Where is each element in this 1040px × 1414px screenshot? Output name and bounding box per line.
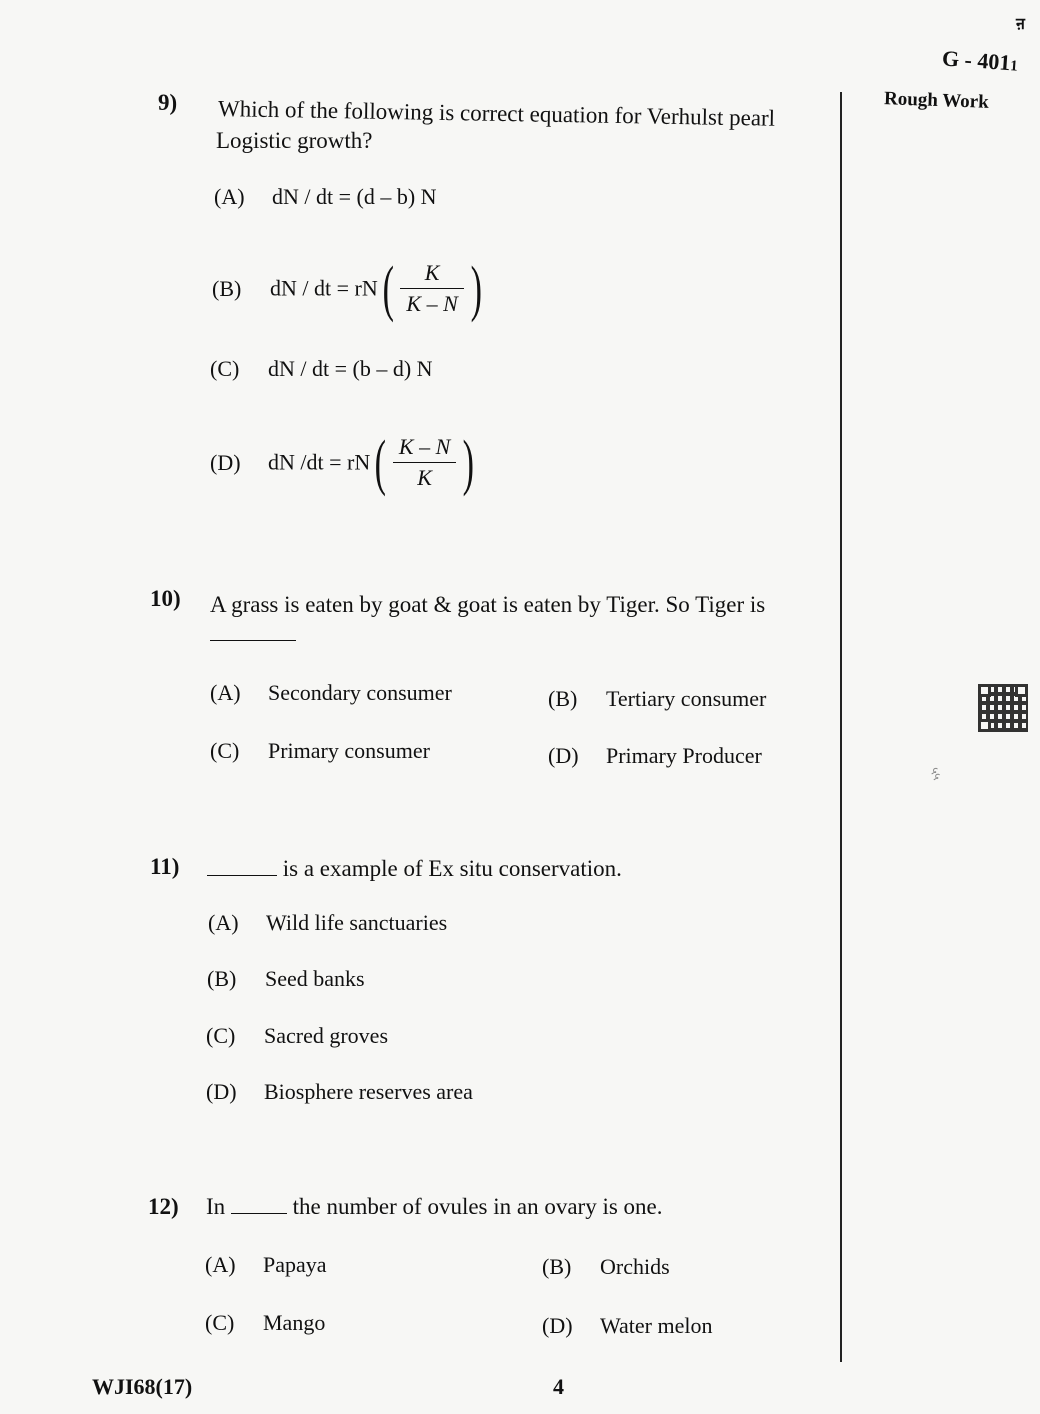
option-label: (D) [206,1079,237,1104]
question-12-option-b [542,1254,670,1280]
denominator: K [417,465,432,490]
numerator: K [400,258,463,289]
left-paren: ( [382,254,394,323]
side-scribble: ५५ [927,765,945,782]
option-label: (A) [205,1252,236,1277]
fraction [400,258,463,319]
option-text: Secondary consumer [268,680,452,705]
question-11-option-b [207,966,365,992]
qr-code [978,684,1028,732]
option-label: (B) [542,1254,572,1279]
denominator: K – N [406,291,458,316]
option-label: (B) [548,686,578,711]
margin-divider [840,92,842,1362]
question-10-option-a [210,680,452,706]
option-text: Sacred groves [264,1023,389,1048]
question-10-option-b [548,686,766,712]
option-text: dN / dt = (b – d) N [268,356,433,381]
option-text: Seed banks [265,966,365,991]
question-11-option-a [208,910,447,936]
question-9-option-d [210,428,479,497]
option-text: Primary Producer [606,743,762,768]
option-text: Biosphere reserves area [264,1079,473,1104]
question-12-option-a [205,1252,327,1278]
option-text: Tertiary consumer [606,686,767,711]
left-paren: ( [374,428,387,497]
question-9-text-line1: Which of the following is correct equation for Verhulst pearl [217,96,776,131]
question-11-blank [207,875,277,876]
question-12-option-d [542,1313,712,1339]
question-9-option-c [210,356,433,382]
right-paren: ) [462,428,475,497]
right-paren: ) [470,254,482,323]
option-label: (A) [214,184,245,209]
option-label: (C) [210,356,240,381]
question-9-option-a [214,184,437,210]
option-text: Papaya [263,1252,327,1277]
footer-code: WJI68(17) [92,1374,193,1399]
question-9-number: 9) [158,90,178,115]
question-10-text: A grass is eaten by goat & goat is eaten by Tiger. So Tiger is [210,592,766,617]
option-label: (A) [208,910,239,935]
question-11-number: 11) [150,854,180,879]
question-10-option-d [548,743,762,769]
numerator: K – N [393,432,456,463]
question-12-blank [231,1213,287,1214]
option-text: Orchids [600,1254,670,1279]
question-12-number: 12) [148,1194,179,1219]
fraction [393,432,456,493]
option-label: (D) [210,449,241,475]
question-12-option-c [205,1310,325,1336]
question-12-text: In the number of ovules in an ovary is one. [206,1194,663,1219]
question-9-text-line2: Logistic growth? [216,128,373,153]
option-text: Water melon [600,1313,713,1338]
question-11-text: is a example of Ex situ conservation. [207,856,622,882]
option-prefix: dN /dt = rN [268,449,371,475]
corner-mark: ऩ [1016,16,1025,33]
option-text: Mango [263,1310,326,1335]
option-label: (C) [210,738,240,763]
option-label: (A) [210,680,241,705]
option-text: dN / dt = (d – b) N [272,184,437,209]
option-text: Primary consumer [268,738,430,763]
question-10-option-c [210,738,430,764]
option-prefix: dN / dt = rN [270,275,378,301]
question-10-blank [210,640,296,641]
question-9-option-b [212,254,486,323]
question-11-option-d [206,1079,473,1105]
option-label: (D) [548,743,579,768]
option-text: Wild life sanctuaries [266,910,448,935]
option-label: (C) [205,1310,235,1335]
option-label: (B) [212,275,242,301]
option-label: (B) [207,966,237,991]
option-label: (D) [542,1313,573,1338]
paper-code: G - 4011 [941,45,1019,76]
question-10-number: 10) [150,586,181,611]
page-number: 4 [553,1374,564,1399]
option-label: (C) [206,1023,236,1048]
rough-work-label: Rough Work [883,88,990,113]
question-11-option-c [206,1023,388,1049]
